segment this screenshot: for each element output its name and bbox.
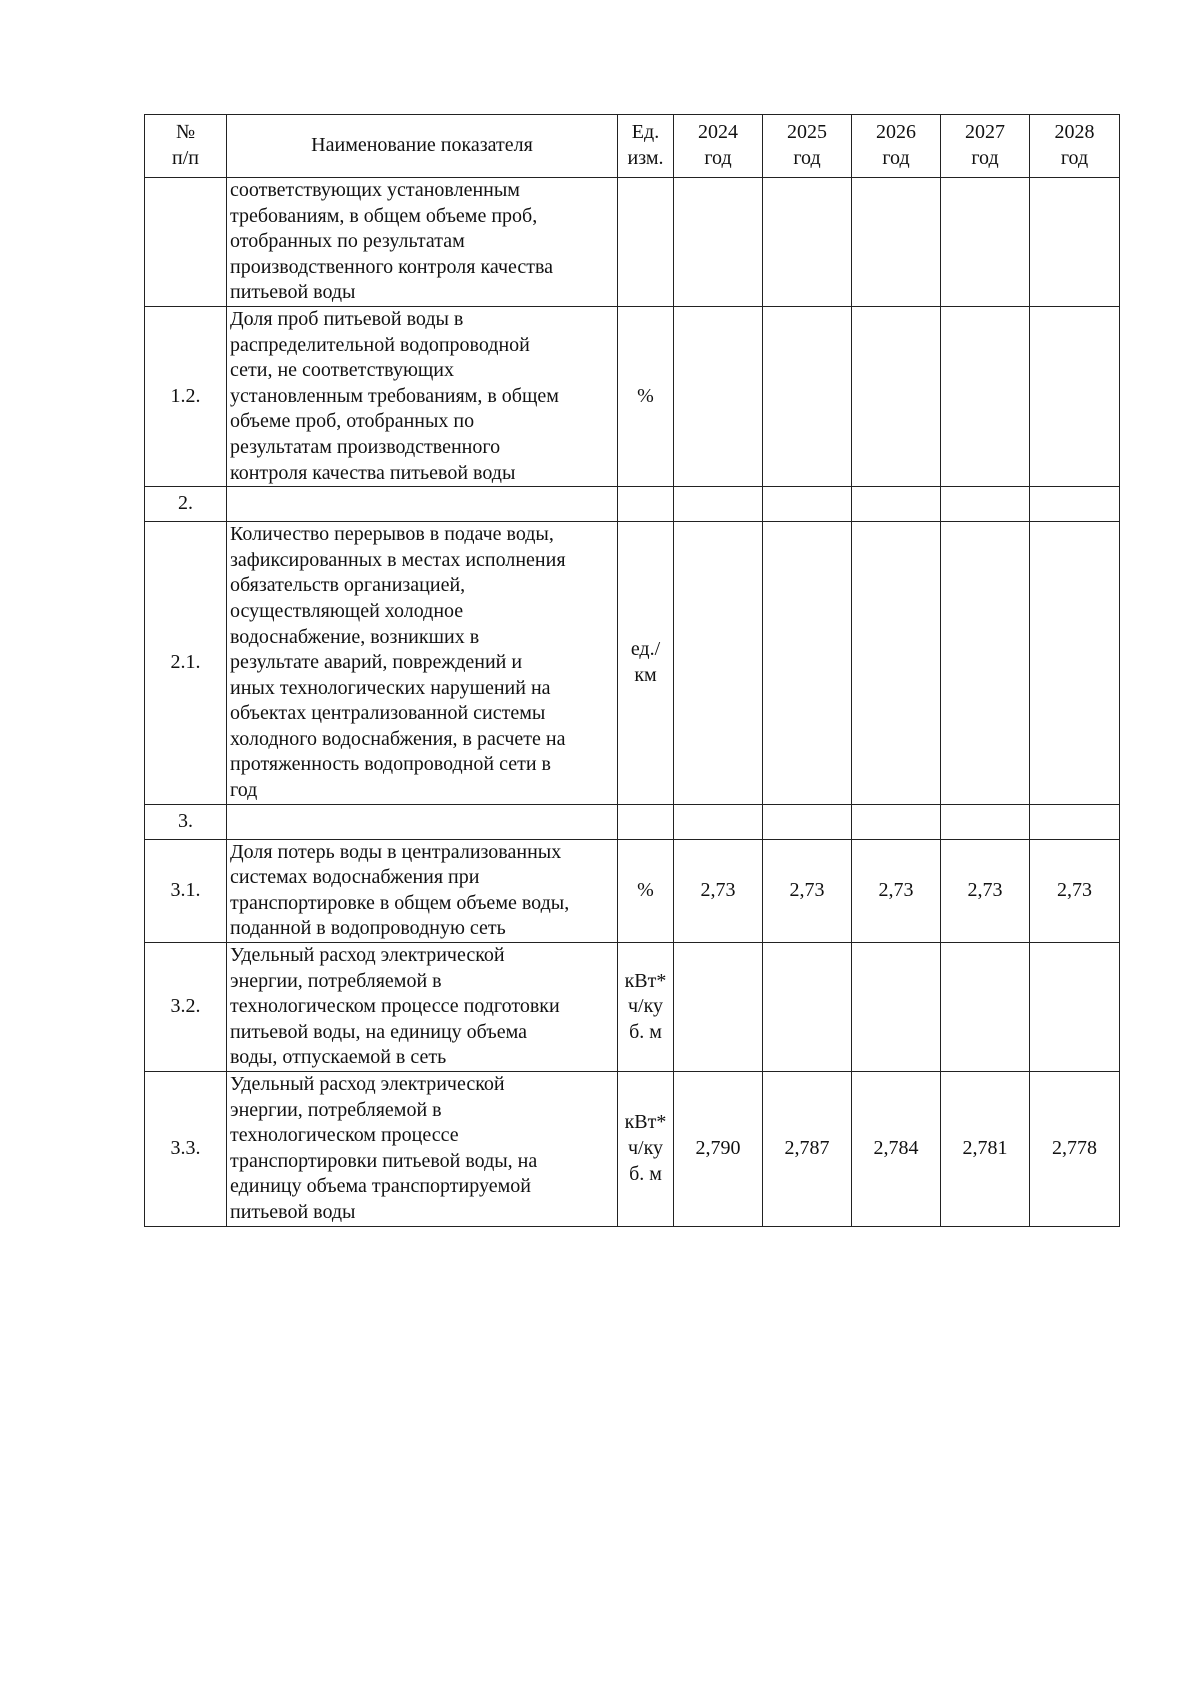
table-row [145,1072,1120,1227]
value-2026 [852,943,941,1072]
header-year-2027: 2027 год [941,115,1030,178]
value-2028 [1030,178,1120,307]
value-2025 [763,178,852,307]
value-2027 [941,487,1030,522]
value-2024 [674,804,763,839]
value-2027: 2,781 [941,1072,1030,1227]
value-2028 [1030,943,1120,1072]
value-2026 [852,522,941,805]
indicator-name-line: объектах централизованной системы [230,702,546,725]
value-2027 [941,306,1030,486]
indicator-name-line: Доля проб питьевой воды в [230,307,464,330]
indicator-name-line: холодного водоснабжения, в расчете на [230,727,566,750]
header-year-2028: 2028 год [1030,115,1120,178]
unit-line: б. м [629,1020,662,1043]
row-number: 3. [145,804,227,839]
indicators-table [144,114,1120,1227]
row-number: 2. [145,487,227,522]
indicator-name [227,804,618,839]
indicator-name-line: энергии, потребляемой в [230,1098,442,1121]
unit-line: ед./ [630,638,661,661]
unit-of-measure [618,804,674,839]
value-2025: 2,73 [763,839,852,942]
indicator-name [227,1072,618,1227]
row-number: 1.2. [145,306,227,486]
indicator-name-line: питьевой воды [230,1200,356,1223]
row-number [145,178,227,307]
value-2026: 2,73 [852,839,941,942]
header-number: № п/п [145,115,227,178]
table-body [145,178,1120,1227]
value-2028: 2,778 [1030,1072,1120,1227]
value-2028 [1030,306,1120,486]
table-row [145,178,1120,307]
indicator-name-line: требованиям, в общем объеме проб, [230,204,538,227]
indicator-name-line: системах водоснабжения при [230,866,480,889]
header-indicator-name: Наименование показателя [227,115,618,178]
value-2024 [674,522,763,805]
value-2026 [852,804,941,839]
indicator-name-line: единицу объема транспортируемой [230,1175,531,1198]
indicator-name-line: воды, отпускаемой в сеть [230,1046,447,1069]
unit-line: б. м [629,1162,662,1185]
header-year-2026: 2026 год [852,115,941,178]
indicator-name-line: протяженность водопроводной сети в [230,753,551,776]
value-2026: 2,784 [852,1072,941,1227]
row-number: 2.1. [145,522,227,805]
table-row [145,804,1120,839]
value-2027 [941,522,1030,805]
indicator-name [227,943,618,1072]
indicator-name-line: сети, не соответствующих [230,359,454,382]
unit-of-measure [618,178,674,307]
table-row [145,306,1120,486]
value-2025 [763,943,852,1072]
unit-of-measure [618,839,674,942]
table-row [145,522,1120,805]
row-number: 3.1. [145,839,227,942]
table-row [145,943,1120,1072]
unit-of-measure [618,522,674,805]
indicator-name-line: транспортировки питьевой воды, на [230,1149,538,1172]
indicator-name-line: осуществляющей холодное [230,599,464,622]
indicator-name-line: энергии, потребляемой в [230,969,442,992]
indicator-name-line: зафиксированных в местах исполнения [230,548,566,571]
value-2025: 2,787 [763,1072,852,1227]
indicator-name [227,306,618,486]
indicator-name [227,487,618,522]
value-2028 [1030,804,1120,839]
unit-of-measure [618,487,674,522]
unit-line: ч/ку [627,1136,664,1159]
value-2025 [763,522,852,805]
indicator-name-line: год [230,779,258,802]
indicator-name [227,839,618,942]
indicator-name-line: установленным требованиям, в общем [230,384,559,407]
table-row [145,839,1120,942]
value-2027 [941,943,1030,1072]
row-number: 3.2. [145,943,227,1072]
indicator-name-line: Удельный расход электрической [230,944,505,967]
value-2025 [763,306,852,486]
unit-of-measure [618,1072,674,1227]
unit-line: кВт* [624,1111,667,1134]
unit-line: % [637,879,654,902]
indicator-name-line: производственного контроля качества [230,255,554,278]
value-2024 [674,178,763,307]
table-row [145,487,1120,522]
value-2024 [674,487,763,522]
indicator-name-line: соответствующих установленным [230,179,520,201]
indicator-name [227,178,618,307]
indicator-name-line: Доля потерь воды в централизованных [230,840,562,863]
table-header-row [145,115,1120,178]
value-2024: 2,790 [674,1072,763,1227]
value-2026 [852,487,941,522]
indicator-name-line: результатам производственного [230,435,501,458]
unit-line: ч/ку [627,995,664,1018]
indicator-name-line: иных технологических нарушений на [230,676,551,699]
value-2027 [941,804,1030,839]
unit-line: км [634,663,657,686]
header-year-2024: 2024 год [674,115,763,178]
unit-of-measure [618,943,674,1072]
indicator-name-line: результате аварий, повреждений и [230,651,523,674]
indicator-name-line: Количество перерывов в подаче воды, [230,523,554,546]
indicator-name-line: Удельный расход электрической [230,1073,505,1095]
value-2025 [763,804,852,839]
unit-line: кВт* [624,969,667,992]
value-2024 [674,306,763,486]
value-2026 [852,306,941,486]
value-2028 [1030,522,1120,805]
indicator-name-line: технологическом процессе подготовки [230,995,560,1018]
value-2026 [852,178,941,307]
indicator-name-line: поданной в водопроводную сеть [230,917,506,940]
indicator-name-line: отобранных по результатам [230,230,465,253]
value-2028 [1030,487,1120,522]
value-2024 [674,943,763,1072]
header-year-2025: 2025 год [763,115,852,178]
indicator-name-line: обязательств организацией, [230,574,466,597]
value-2028: 2,73 [1030,839,1120,942]
indicator-name-line: контроля качества питьевой воды [230,461,516,484]
value-2027 [941,178,1030,307]
indicator-name-line: объеме проб, отобранных по [230,410,475,433]
value-2024: 2,73 [674,839,763,942]
indicator-name [227,522,618,805]
value-2027: 2,73 [941,839,1030,942]
indicator-name-line: технологическом процессе [230,1124,459,1147]
value-2025 [763,487,852,522]
indicator-name-line: водоснабжение, возникших в [230,625,480,648]
unit-line: % [637,384,654,407]
header-unit: Ед. изм. [618,115,674,178]
indicator-name-line: питьевой воды [230,281,356,304]
indicator-name-line: распределительной водопроводной [230,333,530,356]
indicator-name-line: транспортировке в общем объеме воды, [230,891,570,914]
unit-of-measure [618,306,674,486]
indicator-name-line: питьевой воды, на единицу объема [230,1020,527,1043]
row-number: 3.3. [145,1072,227,1227]
